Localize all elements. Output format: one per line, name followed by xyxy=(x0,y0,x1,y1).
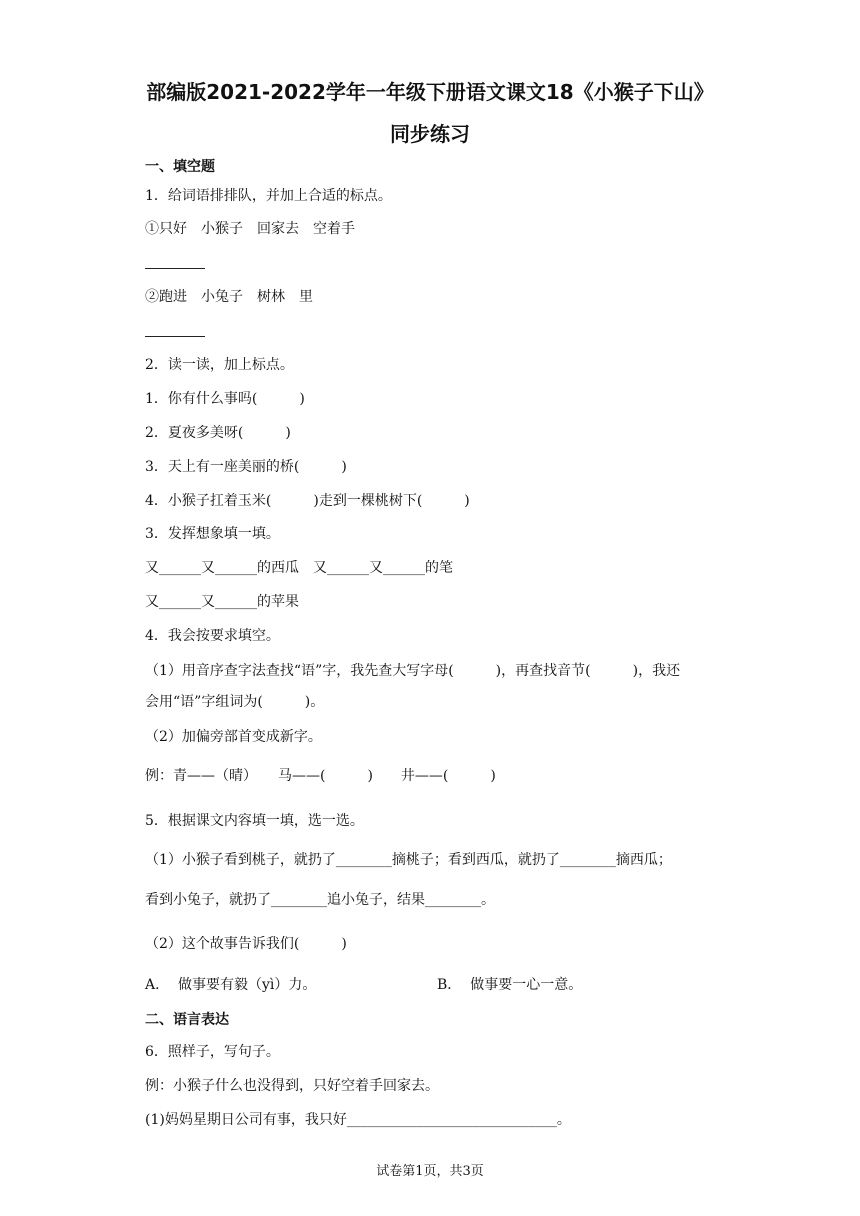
question-4-part-2: （2）加偏旁部首变成新字。 xyxy=(145,729,322,745)
question-4-part-1a: （1）用音序查字法查找“语”字，我先查大写字母( )，再查找音节( )，我还 xyxy=(145,663,681,679)
question-5-part-1a: （1）小猴子看到桃子，就扔了________摘桃子；看到西瓜，就扔了________摘西瓜； xyxy=(145,852,672,868)
question-1-stem: 1．给词语排排队，并加上合适的标点。 xyxy=(145,188,392,204)
page-subtitle: 同步练习 xyxy=(390,122,470,146)
page-footer: 试卷第1页，共3页 xyxy=(376,1164,484,1179)
question-5-part-1b: 看到小兔子，就扔了________追小兔子，结果________。 xyxy=(145,892,495,908)
answer-line-2[interactable] xyxy=(145,322,205,343)
question-2-sentence-4: 4．小猴子扛着玉米( )走到一棵桃树下( ) xyxy=(145,493,470,509)
question-1-item-1: ①只好 小猴子 回家去 空着手 xyxy=(145,221,355,237)
question-6-example: 例：小猴子什么也没得到，只好空着手回家去。 xyxy=(145,1078,439,1094)
question-4-stem: 4．我会按要求填空。 xyxy=(145,628,280,644)
question-5-option-a[interactable]: A． 做事要有毅（yì）力。 xyxy=(145,977,317,993)
question-1-item-2: ②跑进 小兔子 树林 里 xyxy=(145,289,313,305)
question-5-option-b[interactable]: B． 做事要一心一意。 xyxy=(437,977,583,993)
question-4-example: 例：青——（晴） 马——( ) 井——( ) xyxy=(145,768,496,784)
answer-line-1[interactable] xyxy=(145,254,205,275)
question-2-stem: 2．读一读，加上标点。 xyxy=(145,357,294,373)
question-2-sentence-2: 2．夏夜多美呀( ) xyxy=(145,425,291,441)
question-6-stem: 6．照样子，写句子。 xyxy=(145,1044,280,1060)
question-5-part-2: （2）这个故事告诉我们( ) xyxy=(145,936,347,952)
page-title: 部编版2021-2022学年一年级下册语文课文18《小猴子下山》 xyxy=(146,80,714,104)
question-3-row-1: 又______又______的西瓜 又______又______的笔 xyxy=(145,560,453,576)
question-4-part-1b: 会用“语”字组词为( )。 xyxy=(145,694,325,710)
section-heading-language-expression: 二、语言表达 xyxy=(145,1012,229,1028)
question-6-item-1: (1)妈妈星期日公司有事，我只好______________________________。 xyxy=(145,1112,571,1128)
question-2-sentence-3: 3．天上有一座美丽的桥( ) xyxy=(145,459,347,475)
question-5-stem: 5．根据课文内容填一填，选一选。 xyxy=(145,813,364,829)
question-3-stem: 3．发挥想象填一填。 xyxy=(145,526,280,542)
question-2-sentence-1: 1．你有什么事吗( ) xyxy=(145,391,305,407)
section-heading-fill-blank: 一、填空题 xyxy=(145,159,215,175)
question-3-row-2: 又______又______的苹果 xyxy=(145,594,299,610)
